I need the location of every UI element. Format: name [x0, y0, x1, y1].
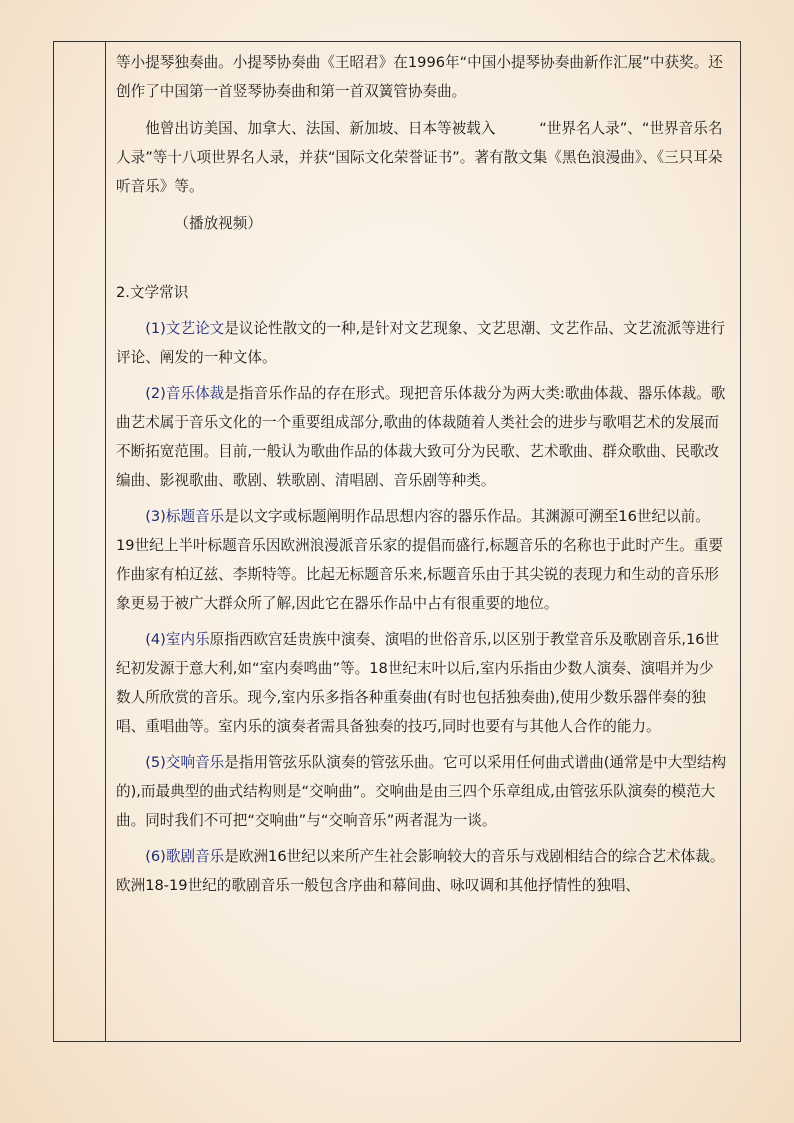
media-note: （播放视频） — [174, 215, 262, 232]
item-term: 文艺论文 — [165, 320, 225, 337]
item-term: 交响音乐 — [165, 754, 225, 771]
list-item — [116, 748, 728, 835]
table-left-column — [54, 42, 106, 1041]
document-table — [53, 41, 741, 1042]
intro-paragraph-2: 他曾出访美国、加拿大、法国、新加坡、日本等被载入 “世界名人录”、“世界音乐名人录”等十八项世界名人录，并获“国际文化荣誉证书”。著有散文集《黑色浪漫曲》、《三只耳朵听音乐》等。 — [116, 120, 723, 195]
list-item — [116, 502, 728, 618]
intro-paragraph-1: 等小提琴独奏曲。小提琴协奏曲《王昭君》在1996年“中国小提琴协奏曲新作汇展”中获奖。还创作了中国第一首竖琴协奏曲和第一首双簧管协奏曲。 — [116, 54, 723, 100]
item-number: (2) — [145, 385, 166, 402]
list-item — [116, 842, 728, 900]
item-term: 标题音乐 — [165, 508, 225, 525]
item-text: 是欧洲16世纪以来所产生社会影响较大的音乐与戏剧相结合的综合艺术体裁。欧洲18-19世纪的歌剧音乐一般包含序曲和幕间曲、咏叹调和其他抒情性的独唱、 — [116, 848, 725, 894]
list-item — [116, 314, 728, 372]
item-term: 歌剧音乐 — [165, 848, 225, 865]
item-number: (6) — [145, 848, 166, 865]
item-text: 是以文字或标题阐明作品思想内容的器乐作品。其渊源可溯至16世纪以前。19世纪上半叶标题音乐因欧洲浪漫派音乐家的提倡而盛行,标题音乐的名称也于此时产生。重要作曲家有柏辽兹、李斯特等。比起无标题音乐来,标题音乐由于其尖锐的表现力和生动的音乐形象更易于被广大群众所了解,因此它在器乐作品中占有很重要的地位。 — [116, 508, 723, 612]
item-text: 原指西欧宫廷贵族中演奏、演唱的世俗音乐,以区别于教堂音乐及歌剧音乐,16世纪初发源于意大利,如“室内奏鸣曲”等。18世纪末叶以后,室内乐指由少数人演奏、演唱并为少数人所欣赏的音乐。现今,室内乐多指各种重奏曲(有时也包括独奏曲),使用少数乐器伴奏的独唱、重唱曲等。室内乐的演奏者需具备独奏的技巧,同时也要有与其他人合作的能力。 — [116, 631, 720, 735]
list-item — [116, 379, 728, 495]
item-number: (5) — [145, 754, 166, 771]
item-text: 是指用管弦乐队演奏的管弦乐曲。它可以采用任何曲式谱曲(通常是中大型结构的),而最典型的曲式结构则是“交响曲”。交响曲是由三四个乐章组成,由管弦乐队演奏的模范大曲。同时我们不可把“交响曲”与“交响音乐”两者混为一谈。 — [116, 754, 727, 829]
item-term: 室内乐 — [165, 631, 210, 648]
item-term: 音乐体裁 — [165, 385, 225, 402]
item-text: 是指音乐作品的存在形式。现把音乐体裁分为两大类:歌曲体裁、器乐体裁。歌曲艺术属于音乐文化的一个重要组成部分,歌曲的体裁随着人类社会的进步与歌唱艺术的发展而不断拓宽范围。目前,一般认为歌曲作品的体裁大致可分为民歌、艺术歌曲、群众歌曲、民歌改编曲、影视歌曲、歌剧、轶歌剧、清唱剧、音乐剧等种类。 — [116, 385, 726, 489]
section-title: 2.文学常识 — [116, 284, 189, 301]
item-number: (1) — [145, 320, 166, 337]
item-number: (4) — [145, 631, 166, 648]
list-item — [116, 625, 728, 741]
item-text: 是议论性散文的一种,是针对文艺现象、文艺思潮、文艺作品、文艺流派等进行评论、阐发的一种文体。 — [116, 320, 726, 366]
table-content-cell — [106, 42, 740, 1041]
item-number: (3) — [145, 508, 166, 525]
